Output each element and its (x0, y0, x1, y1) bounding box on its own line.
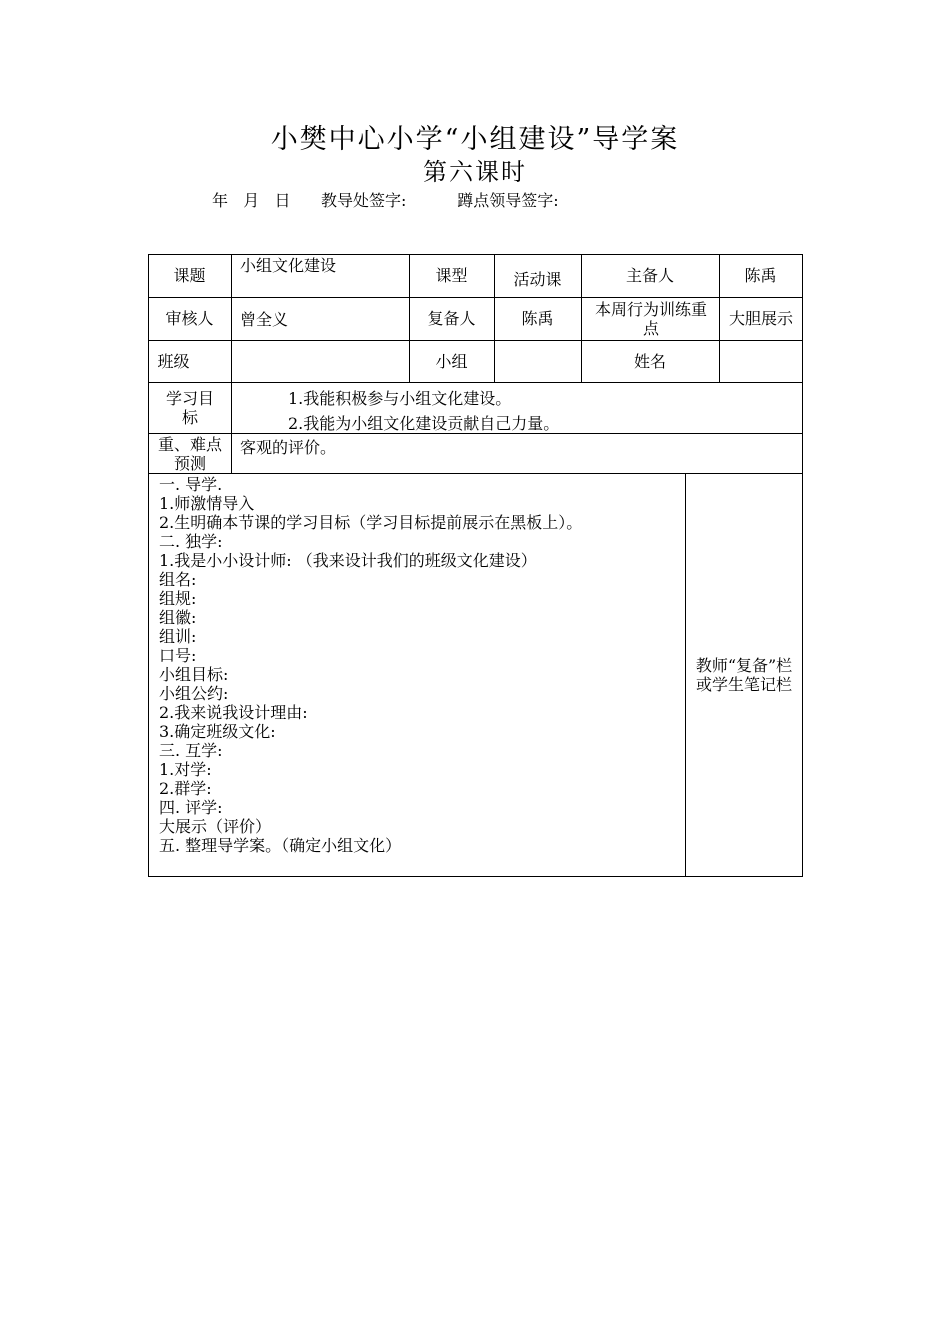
label-course-type: 课型 (435, 266, 468, 285)
procedure-line: 一. 导学. (159, 475, 223, 494)
key-points-value: 客观的评价。 (240, 438, 337, 457)
signature-line: 年 月 日 教导处签字: 蹲点领导签字: (212, 191, 559, 210)
notes-column-label: 教师“复备”栏或学生笔记栏 (695, 656, 793, 694)
document-subtitle: 第六课时 (423, 158, 527, 186)
procedure-line: 小组公约: (159, 684, 229, 703)
procedure-line: 1.师激情导入 (159, 494, 255, 513)
procedure-line: 四. 评学: (159, 798, 223, 817)
class-value (231, 340, 409, 382)
label-learning-goals: 学习目标 (165, 389, 214, 427)
procedure-line: 口号: (159, 646, 197, 665)
procedure-line: 2.我来说我设计理由: (159, 703, 308, 722)
procedure-line: 组训: (159, 627, 197, 646)
label-name: 姓名 (633, 351, 666, 371)
procedure-line: 大展示（评价） (159, 817, 272, 836)
label-co-preparer: 复备人 (427, 309, 476, 328)
name-value (719, 340, 802, 382)
procedure-line: 二. 独学: (159, 532, 223, 551)
learning-goal-2: 2.我能为小组文化建设贡献自己力量。 (288, 414, 560, 433)
label-lead-preparer: 主备人 (625, 266, 674, 285)
label-course-title: 课题 (173, 266, 206, 285)
procedure-line: 组徽: (159, 608, 197, 627)
procedure-line: 组名: (159, 570, 197, 589)
procedure-line: 小组目标: (159, 665, 229, 684)
label-class: 班级 (157, 351, 190, 371)
procedure-line: 3.确定班级文化: (159, 722, 276, 741)
label-reviewer: 审核人 (165, 309, 214, 328)
procedure-line: 1.我是小小设计师: （我来设计我们的班级文化建设） (159, 551, 537, 570)
procedure-line: 三. 互学: (159, 741, 223, 760)
lesson-procedure (159, 475, 582, 855)
procedure-line: 五. 整理导学案。（确定小组文化） (159, 836, 402, 855)
reviewer-value: 曾全义 (240, 310, 289, 329)
document-title: 小樊中心小学“小组建设”导学案 (270, 124, 680, 155)
course-type-value: 活动课 (513, 270, 562, 289)
label-weekly-focus: 本周行为训练重点 (594, 299, 707, 338)
group-value (494, 340, 581, 382)
course-title-value: 小组文化建设 (240, 256, 337, 275)
lead-preparer-value: 陈禹 (744, 266, 777, 285)
procedure-line: 2.生明确本节课的学习目标（学习目标提前展示在黑板上）。 (159, 513, 583, 532)
procedure-line: 1.对学: (159, 760, 212, 779)
learning-goal-1: 1.我能积极参与小组文化建设。 (288, 389, 512, 408)
procedure-line: 2.群学: (159, 779, 212, 798)
weekly-focus-value: 大胆展示 (728, 309, 793, 328)
label-key-points: 重、难点预测 (158, 434, 223, 473)
co-preparer-value: 陈禹 (521, 309, 554, 328)
label-group: 小组 (435, 351, 468, 371)
procedure-line: 组规: (159, 589, 197, 608)
